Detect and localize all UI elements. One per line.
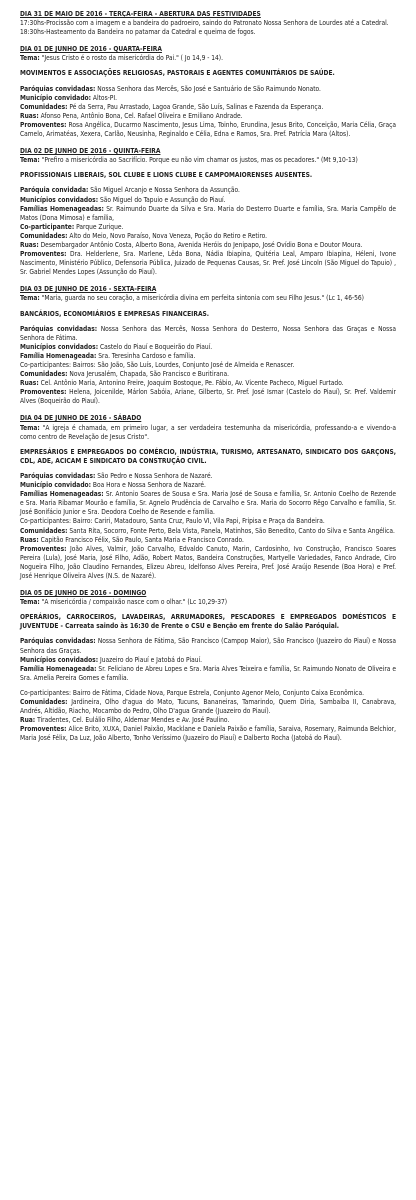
streets-line: Ruas: Capitão Francisco Félix, São Paulo, Santa Maria e Francisco Conrado. xyxy=(20,535,244,544)
municipality-line: Municípios convidados: Juazeiro do Piauí e Jatobá do Piauí. xyxy=(20,655,203,664)
parishes-line: Paróquias convidadas: São Pedro e Nossa Senhora de Nazaré. xyxy=(20,471,213,480)
theme-line: Tema: "Maria, guarda no seu coração, a misericórdia divina em perfeita sintonia com seu Filho Jesus." (Lc 1, 46-56) xyxy=(20,294,364,303)
group-title: BANCÁRIOS, ECONOMIÁRIOS E EMPRESAS FINANCEIRAS. xyxy=(20,309,210,318)
day-section-04-junho xyxy=(20,414,396,581)
streets-line: Ruas: Cel. Antônio Maria, Antonino Freire, Joaquim Bostoque, Pe. Fábio, Av. Vicente Pacheco, Miguel Furtado. xyxy=(20,379,344,388)
theme-line: Tema: "Prefiro a misericórdia ao Sacrifício. Porque eu não vim chamar os justos, mas os pecadores." (Mt 9,10-13) xyxy=(20,156,358,165)
communities-line: Comunidades: Pé da Serra, Pau Arrastado, Lagoa Grande, São Luís, Salinas e Fazenda da Esperança. xyxy=(20,102,324,111)
municipality-line: Municípios convidados: Castelo do Piauí e Boqueirão do Piauí. xyxy=(20,342,213,351)
promoters-line: Promoventes: Dra. Helderlene, Sra. Marlene, Lêda Bona, Nádia Ibiapina, Quitéria Leal, Amparo Ibiapina, Héleni, Ivone Nascimento, Ministério Público, Defensoria Pública, Juizado de Pequenas Causas, Sr. Pref. José Lincoln (São Miguel do Tapuio) , Sr. Gabriel Mendes Lopes (Assunção do Piauí). xyxy=(20,250,396,277)
promoters-line: Promoventes: Helena, Joicenilde, Márlon Sabóia, Ariane, Gilberto, Sr. Pref. José Ismar (Castelo do Piauí), Sr. Pref. Valdemir Alves (Boqueirão do Piauí). xyxy=(20,388,396,406)
promoters-line: Promoventes: Rosa Angélica, Ducarmo Nascimento, Jesus Lima, Toinho, Erundina, Jesus Brito, Conceição, Maria Célia, Graça Camelo, Arimatéas, Xexera, Carlão, Neusinha, Reginaldo e Célia, Edna e Ramos, Sra. Pref. Patrícia Mara (Altos). xyxy=(20,120,396,139)
families-line: Famílias Homenageadas: Sr. Raimundo Duarte da Silva e Sra. Maria do Desterro Duarte e família, Sra. Maria Campêlo de Matos (Dona Mimosa) e família, xyxy=(20,204,396,222)
communities-line: Comunidades: Alto do Meio, Novo Paraíso, Nova Veneza, Poção do Retiro e Retiro. xyxy=(20,231,268,240)
day-heading: DIA 04 DE JUNHO DE 2016 - SÁBADO xyxy=(20,414,142,423)
families-line: Família Homenageada: Sra. Teresinha Cardoso e família. xyxy=(20,351,196,360)
parishes-line: Paróquia convidada: São Miguel Arcanjo e Nossa Senhora da Assunção. xyxy=(20,186,240,195)
theme-line: Tema: "A misericórdia / compaixão nasce com o olhar." (Lc 10,29-37) xyxy=(20,598,228,607)
families-line: Famílias Homenageadas: Sr. Antonio Soares de Sousa e Sra. Maria José de Sousa e família, Sr. Antonio Coelho de Rezende e Sra. Maria Ribamar Mourão e família, Sr. Agnelo Prudência de Carvalho e Sra. Maria do Socorro Rêgo Carvalho e família, Sr. José Bonifácio Junior e Sra. Deodora Coelho de Resende e família. xyxy=(20,490,396,517)
communities-line: Comunidades: Santa Rita, Socorro, Fonte Perto, Bela Vista, Panela, Matinhos, São Benedito, Canto do Silva e Santa Angélica. xyxy=(20,526,395,535)
group-title: MOVIMENTOS E ASSOCIAÇÕES RELIGIOSAS, PASTORAIS E AGENTES COMUNITÁRIOS DE SAÚDE. xyxy=(20,69,335,78)
theme-line: Tema: "Jesus Cristo é o rosto da misericórdia do Pai." ( Jo 14,9 - 14). xyxy=(20,54,223,63)
theme-line: Tema: "A igreja é chamada, em primeiro lugar, a ser verdadeira testemunha da misericórdia, professando-a e vivendo-a como centro de Revelação de Jesus Cristo". xyxy=(20,423,396,441)
day-section-05-junho xyxy=(20,589,396,743)
day-section-31-maio xyxy=(20,10,396,37)
day-section-01-junho xyxy=(20,45,396,139)
communities-line: Comunidades: Nova Jerusalém, Chapada, São Francisco e Buritirana. xyxy=(20,370,230,379)
day-section-02-junho xyxy=(20,147,396,277)
coparticipant-line: Co-participantes: Bairro: Cariri, Matadouro, Santa Cruz, Paulo VI, Vila Papi, Fripisa e Praça da Bandeira. xyxy=(20,517,325,526)
coparticipant-line: Co-participantes: Bairro de Fátima, Cidade Nova, Parque Estrela, Conjunto Agenor Melo, Conjunto Caixa Econômica. xyxy=(20,688,364,697)
streets-line: Ruas: Desembargador Antônio Costa, Alberto Bona, Avenida Heróis do Jenipapo, José Ovídio Bona e Doutor Moura. xyxy=(20,240,363,249)
municipality-line: Municípios convidados: São Miguel do Tapuio e Assunção do Piauí. xyxy=(20,195,226,204)
parishes-line: Paróquias convidadas: Nossa Senhora das Mercês, Nossa Senhora do Desterro, Nossa Senhora das Graças e Nossa Senhora de Fátima. xyxy=(20,324,397,342)
parishes-line: Paróquias convidadas: Nossa Senhora das Mercês, São José e Santuário de São Raimundo Nonato. xyxy=(20,84,321,93)
coparticipant-line: Co-participante: Parque Zurique. xyxy=(20,222,124,231)
schedule-line: 17:30hs-Procissão com a imagem e a bandeira do padroeiro, saindo do Patronato Nossa Senhora de Lourdes até a Catedral. xyxy=(20,19,389,28)
families-line: Família Homenageada: Sr. Feliciano de Abreu Lopes e Sra. Maria Alves Teixeira e família, Sr. Raimundo Nonato de Oliveira e Sra. Amelia Pereira Gomes e família. xyxy=(20,664,396,682)
group-title: PROFISSIONAIS LIBERAIS, SOL CLUBE E LIONS CLUBE E CAMPOMAIORENSES AUSENTES. xyxy=(20,171,313,180)
communities-line: Comunidades: Jardineira, Olho d'agua do Mato, Tucuns, Bananeiras, Tamarindo, Quem Diria, Sambaíba II, Canabrava, Andrés, Altidão, Riacho, Mocambo do Pedro, Olho D'agua Grande (Juazeiro do Piauí). xyxy=(20,698,396,716)
day-heading: DIA 02 DE JUNHO DE 2016 - QUINTA-FEIRA xyxy=(20,147,161,156)
day-heading: DIA 31 DE MAIO DE 2016 - TERÇA-FEIRA - ABERTURA DAS FESTIVIDADES xyxy=(20,10,261,18)
group-title: EMPRESÁRIOS E EMPREGADOS DO COMÉRCIO, INDÚSTRIA, TURISMO, ARTESANATO, SINDICATO DOS GARÇONS, CDL, ADE, ACICAM E SINDICATO DA CONSTRUÇÃO CIVIL. xyxy=(20,447,396,465)
day-heading: DIA 03 DE JUNHO DE 2016 - SEXTA-FEIRA xyxy=(20,285,157,294)
coparticipant-line: Co-participantes: Bairros: São João, São Luís, Lourdes, Conjunto José de Almeida e Renascer. xyxy=(20,361,295,369)
parishes-line: Paróquias convidadas: Nossa Senhora de Fátima, São Francisco (Campop Maior), São Francisco (Juazeiro do Piauí) e Nossa Senhora das Graças. xyxy=(20,637,396,655)
schedule-line: 18:30hs-Hasteamento da Bandeira no patamar da Catedral e queima de fogos. xyxy=(20,28,256,37)
municipality-line: Município convidado: Boa Hora e Nossa Senhora de Nazaré. xyxy=(20,481,206,490)
day-heading: DIA 05 DE JUNHO DE 2016 - DOMINGO xyxy=(20,589,147,598)
day-section-03-junho xyxy=(20,285,396,406)
group-title: OPERÁRIOS, CARROCEIROS, LAVADEIRAS, ARRUMADORES, PESCADORES E EMPREGADOS DOMÉSTICOS E JUVENTUDE - Carreata saindo às 16:30 de Frente o CSU e Benção em frente do Salão Paróquial. xyxy=(20,613,396,631)
promoters-line: Promoventes: João Alves, Valmir, João Carvalho, Edvaldo Canuto, Marin, Cardosinho, Ivo Construção, Francisco Soares Pereira (Lula), José Maria, José Filho, Adão, Robert Matos, Bandeira Construções, Martyelle Variedades, Fanco Andrade, Ciro Nogueira Filho, João Claudino Fernandes, Elizeu Abreu, Idelfonso Alves Pereira, Pref. José Araújo Resende (Boa Hora) e Pref. José Henrique Oliveira Alves (N.S. de Nazaré). xyxy=(20,544,396,580)
streets-line: Rua: Tiradentes, Cel. Eulálio Filho, Aldemar Mendes e Av. José Paulino. xyxy=(20,716,230,725)
promoters-line: Promoventes: Alice Brito, XUXA, Daniel Paixão, Macklane e Daniela Paixão e família, Saraiva, Rosemary, Raimunda Belchior, Maria José Félix, Da Luz, João Alberto, Tonho Veríssimo (Juazeiro do Piauí) e Dalberto Rocha (Jatobá do Piauí). xyxy=(20,725,396,743)
municipality-line: Município convidado: Altos-PI. xyxy=(20,93,118,102)
streets-line: Ruas: Afonso Pena, Antônio Bona, Cel. Rafael Oliveira e Emiliano Andrade. xyxy=(20,111,243,120)
day-heading: DIA 01 DE JUNHO DE 2016 - QUARTA-FEIRA xyxy=(20,45,162,54)
